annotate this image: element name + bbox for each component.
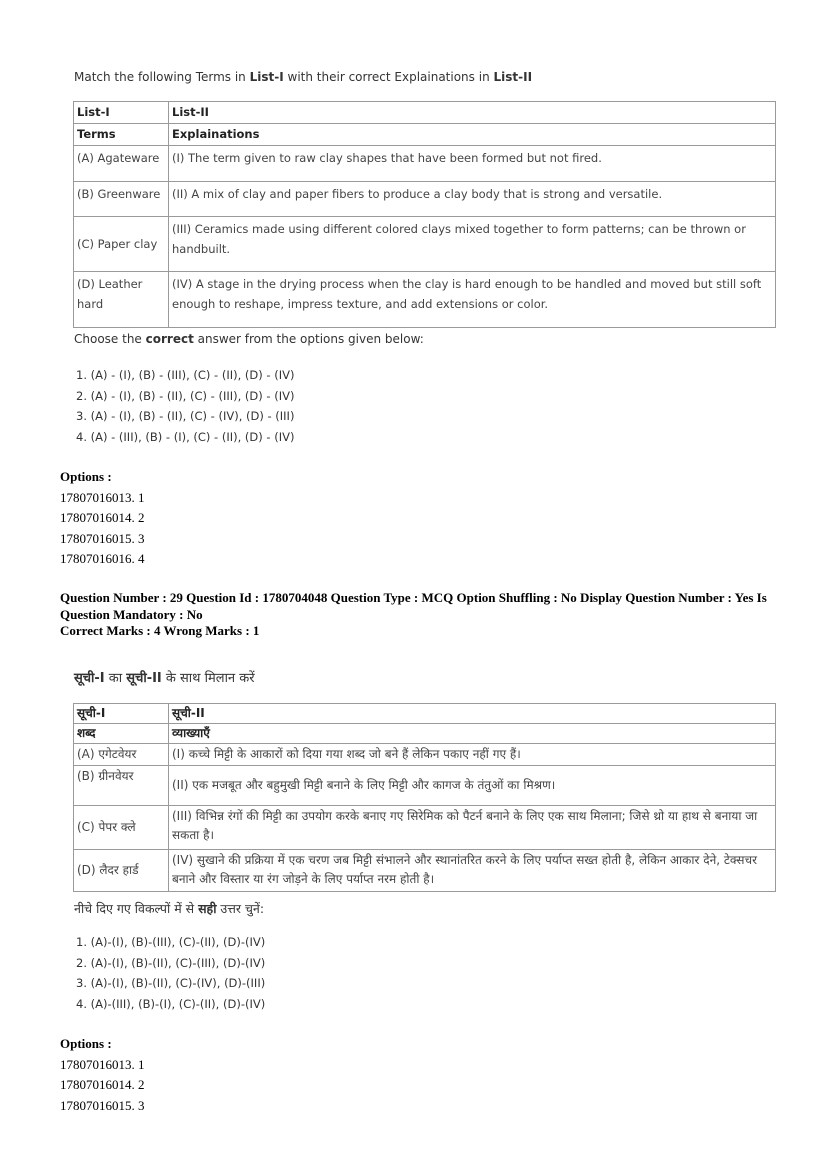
table-header-cell: List-II <box>169 102 776 124</box>
table-row <box>74 272 776 328</box>
table-row <box>74 766 776 806</box>
table-header-row <box>74 102 776 124</box>
english-answer-options <box>76 365 294 447</box>
option-id: 17807016014. 2 <box>60 510 145 525</box>
english-choose-instruction: Choose the correct answer from the options given below: <box>74 332 424 346</box>
table-row <box>74 182 776 217</box>
explanation-cell: (IV) सुखाने की प्रक्रिया में एक चरण जब मिट्टी संभालने और स्थानांतरित करने के लिए पर्याप्त सख्त होती है, लेकिन आकार देने, टेक्सचर बनाने और विस्तार या रंग जोड़ने के लिए पर्याप्त नरम होती है। <box>169 850 776 892</box>
answer-option: 4. (A)-(III), (B)-(I), (C)-(II), (D)-(IV) <box>76 996 266 1011</box>
explanation-cell: (III) विभिन्न रंगों की मिट्टी का उपयोग करके बनाए गए सिरेमिक को पैटर्न बनाने के लिए एक साथ मिलाना; जिसे थ्रो या हाथ से बनाया जा सकता है। <box>169 806 776 850</box>
term-cell: (A) एगेटवेयर <box>74 744 169 766</box>
table-row <box>74 744 776 766</box>
explanation-cell: (II) एक मजबूत और बहुमुखी मिट्टी बनाने के लिए मिट्टी और कागज के तंतुओं का मिश्रण। <box>169 766 776 806</box>
answer-option: 1. (A) - (I), (B) - (III), (C) - (II), (D) - (IV) <box>76 368 295 382</box>
table-header-cell: Terms <box>74 124 169 146</box>
answer-option: 1. (A)-(I), (B)-(III), (C)-(II), (D)-(IV) <box>76 935 266 949</box>
answer-option: 2. (A) - (I), (B) - (II), (C) - (III), (D) - (IV) <box>76 388 295 403</box>
table-header-row <box>74 704 776 724</box>
explanation-cell: (III) Ceramics made using different colored clays mixed together to form patterns; can be thrown or handbuilt. <box>169 217 776 272</box>
answer-option: 2. (A)-(I), (B)-(II), (C)-(III), (D)-(IV) <box>76 955 266 970</box>
english-match-table <box>73 101 776 328</box>
explanation-cell: (I) कच्चे मिट्टी के आकारों को दिया गया शब्द जो बने हैं लेकिन पकाए नहीं गए हैं। <box>169 744 776 766</box>
option-id: 17807016013. 1 <box>60 489 145 505</box>
table-row <box>74 850 776 892</box>
table-header-cell: व्याख्याएँ <box>169 724 776 744</box>
table-header-cell: List-I <box>74 102 169 124</box>
hindi-match-table <box>73 703 776 892</box>
answer-option: 4. (A) - (III), (B) - (I), (C) - (II), (D) - (IV) <box>76 429 295 444</box>
hindi-question-intro: सूची-I का सूची-II के साथ मिलान करें <box>74 671 255 686</box>
marks-line: Correct Marks : 4 Wrong Marks : 1 <box>60 623 260 638</box>
option-id: 17807016015. 3 <box>60 530 145 546</box>
option-id: 17807016015. 3 <box>60 1097 145 1113</box>
term-cell: (C) Paper clay <box>74 217 169 272</box>
term-cell: (D) Leather hard <box>74 272 169 328</box>
table-header-cell: Explainations <box>169 124 776 146</box>
english-question-intro: Match the following Terms in List-I with their correct Explainations in List-II <box>74 70 533 84</box>
term-cell: (B) ग्रीनवेयर <box>74 766 169 806</box>
question-meta <box>60 590 780 640</box>
table-row <box>74 146 776 182</box>
hindi-choose-instruction: नीचे दिए गए विकल्पों में से सही उत्तर चुनें: <box>74 901 265 916</box>
options-label: Options : <box>60 1036 112 1051</box>
table-header-cell: शब्द <box>74 724 169 744</box>
table-header-cell: सूची-I <box>74 704 169 724</box>
term-cell: (C) पेपर क्ले <box>74 806 169 850</box>
option-id: 17807016014. 2 <box>60 1077 145 1092</box>
term-cell: (D) लैदर हार्ड <box>74 850 169 892</box>
option-id: 17807016013. 1 <box>60 1056 145 1072</box>
table-row <box>74 217 776 272</box>
hindi-answer-options <box>76 932 265 1014</box>
table-header-cell: सूची-II <box>169 704 776 724</box>
answer-option: 3. (A) - (I), (B) - (II), (C) - (IV), (D) - (III) <box>76 409 295 423</box>
options-block <box>60 467 145 570</box>
explanation-cell: (IV) A stage in the drying process when the clay is hard enough to be handled and moved but still soft enough to reshape, impress texture, and add extensions or color. <box>169 272 776 328</box>
table-header-row <box>74 724 776 744</box>
explanation-cell: (I) The term given to raw clay shapes that have been formed but not fired. <box>169 146 776 182</box>
options-label: Options : <box>60 469 112 484</box>
term-cell: (B) Greenware <box>74 182 169 217</box>
options-block <box>60 1034 145 1116</box>
term-cell: (A) Agateware <box>74 146 169 182</box>
table-header-row <box>74 124 776 146</box>
option-id: 17807016016. 4 <box>60 551 145 566</box>
question-meta-line: Question Number : 29 Question Id : 1780704048 Question Type : MCQ Option Shuffling : No Display Question Number : Yes Is Question Mandatory : No <box>60 590 767 622</box>
table-row <box>74 806 776 850</box>
explanation-cell: (II) A mix of clay and paper fibers to produce a clay body that is strong and versatile. <box>169 182 776 217</box>
answer-option: 3. (A)-(I), (B)-(II), (C)-(IV), (D)-(III) <box>76 976 266 990</box>
